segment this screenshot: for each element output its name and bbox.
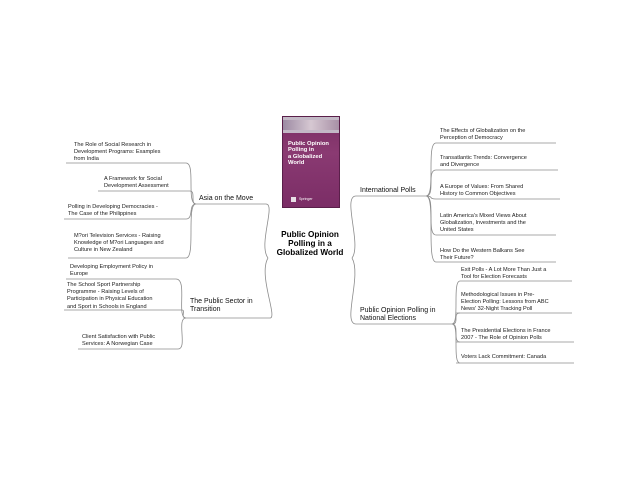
topic-social-development-assessment[interactable]: A Framework for Social Development Assessment xyxy=(104,176,169,190)
topic-pre-election-polling[interactable]: Methodological Issues in Pre- Election Polling: Lessons from ABC News' 32-Night Tracking Poll xyxy=(461,292,549,313)
topic-school-sport-partnership[interactable]: The School Sport Partnership Programme - Raising Levels of Participation in Physical Education and Sport in Schools in England xyxy=(67,282,153,310)
book-cover-image xyxy=(282,116,340,208)
branch-public-sector[interactable]: The Public Sector in Transition xyxy=(190,298,253,314)
cover-publisher: Springer xyxy=(299,197,313,201)
cover-title: Public Opinion Polling in a Globalized World xyxy=(288,141,329,167)
topic-globalization-democracy[interactable]: The Effects of Globalization on the Perception of Democracy xyxy=(440,128,526,142)
topic-exit-polls[interactable]: Exit Polls - A Lot More Than Just a Tool for Election Forecasts xyxy=(461,267,547,281)
topic-latin-america-views[interactable]: Latin America's Mixed Views About Globalization, Investments and the United States xyxy=(440,213,527,234)
topic-polling-philippines[interactable]: Polling in Developing Democracies - The Case of the Philippines xyxy=(68,204,158,218)
topic-maori-television[interactable]: M?ori Television Services - Raising Knowledge of M?ori Languages and Culture in New Zealand xyxy=(74,233,164,254)
cover-photo xyxy=(283,120,339,130)
topic-voters-canada[interactable]: Voters Lack Commitment: Canada xyxy=(461,354,547,360)
topic-transatlantic-trends[interactable]: Transatlantic Trends: Convergence and Divergence xyxy=(440,155,527,169)
topic-europe-of-values[interactable]: A Europe of Values: From Shared History to Common Objectives xyxy=(440,184,524,198)
topic-social-research-india[interactable]: The Role of Social Research in Development Programs: Examples from India xyxy=(74,142,161,163)
connector-center-public-sector xyxy=(265,258,272,318)
springer-logo-icon xyxy=(291,197,296,202)
connector-center-national xyxy=(351,258,356,324)
branch-international-polls[interactable]: International Polls xyxy=(360,187,416,194)
topic-employment-policy-europe[interactable]: Developing Employment Policy in Europe xyxy=(70,264,154,278)
branch-national-elections[interactable]: Public Opinion Polling in National Elections xyxy=(360,307,436,323)
topic-france-presidential-2007[interactable]: The Presidential Elections in France 2007 - The Role of Opinion Polls xyxy=(461,328,551,342)
branch-asia-on-the-move[interactable]: Asia on the Move xyxy=(199,195,254,202)
central-topic[interactable]: Public Opinion Polling in a Globalized World xyxy=(276,230,344,258)
topic-client-satisfaction-norway[interactable]: Client Satisfaction with Public Services: A Norwegian Case xyxy=(82,334,156,348)
topic-western-balkans[interactable]: How Do the Western Balkans See Their Future? xyxy=(440,248,525,262)
